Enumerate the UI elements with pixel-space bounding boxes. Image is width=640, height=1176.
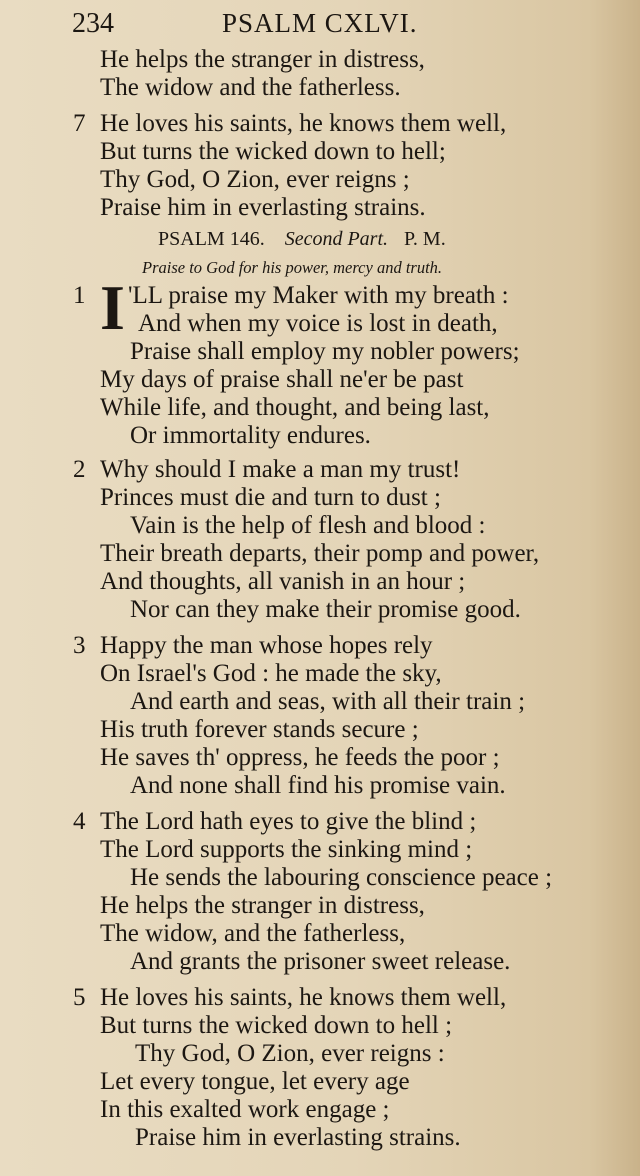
stanza-number: 5 xyxy=(73,984,86,1011)
carryover-line: The widow and the fatherless. xyxy=(100,74,401,101)
stanza-line: Their breath departs, their pomp and power, xyxy=(100,540,540,567)
stanza-line: The Lord supports the sinking mind ; xyxy=(100,836,473,863)
stanza-line: Vain is the help of flesh and blood : xyxy=(130,512,486,539)
stanza-number: 2 xyxy=(73,456,86,483)
stanza-line: His truth forever stands secure ; xyxy=(100,716,419,743)
page-number: 234 xyxy=(72,8,114,39)
stanza-line: While life, and thought, and being last, xyxy=(100,394,490,421)
part-subtitle: Praise to God for his power, mercy and truth. xyxy=(142,258,443,277)
stanza-line: Praise him in everlasting strains. xyxy=(135,1124,461,1151)
carryover-line: He helps the stranger in distress, xyxy=(100,46,425,73)
stanza-line: And earth and seas, with all their train ; xyxy=(130,688,526,715)
part-meter: P. M. xyxy=(404,228,446,250)
stanza-first-line: 'LL praise my Maker with my breath : xyxy=(128,282,509,309)
stanza-line: Thy God, O Zion, ever reigns : xyxy=(135,1040,445,1067)
stanza-line: On Israel's God : he made the sky, xyxy=(100,660,442,687)
stanza-line: He helps the stranger in distress, xyxy=(100,892,425,919)
drop-cap: I xyxy=(100,272,125,343)
stanza-line: The Lord hath eyes to give the blind ; xyxy=(100,808,477,835)
stanza-line: Why should I make a man my trust! xyxy=(100,456,461,483)
stanza-line: And thoughts, all vanish in an hour ; xyxy=(100,568,466,595)
verse-line: He loves his saints, he knows them well, xyxy=(100,110,507,137)
part-name: Second Part. xyxy=(284,228,389,250)
stanza-line: He loves his saints, he knows them well, xyxy=(100,984,507,1011)
stanza-line: Praise shall employ my nobler powers; xyxy=(130,338,520,365)
stanza-line: My days of praise shall ne'er be past xyxy=(100,366,464,393)
part-heading xyxy=(158,228,446,251)
stanza-line: He sends the labouring conscience peace ; xyxy=(130,864,553,891)
stanza-line: The widow, and the fatherless, xyxy=(100,920,406,947)
verse-line: But turns the wicked down to hell; xyxy=(100,138,446,165)
stanza-line: Or immortality endures. xyxy=(130,422,371,449)
part-psalm: PSALM 146. xyxy=(158,228,265,250)
stanza-number: 1 xyxy=(73,282,86,309)
stanza-line: Happy the man whose hopes rely xyxy=(100,632,433,659)
page-title: PSALM CXLVI. xyxy=(222,8,418,38)
stanza-line: Nor can they make their promise good. xyxy=(130,596,521,623)
stanza-line: Princes must die and turn to dust ; xyxy=(100,484,441,511)
verse-line: Praise him in everlasting strains. xyxy=(100,194,426,221)
stanza-line: And none shall find his promise vain. xyxy=(130,772,506,799)
running-header xyxy=(0,8,640,40)
stanza-line: Let every tongue, let every age xyxy=(100,1068,410,1095)
verse-number: 7 xyxy=(73,110,86,137)
stanza-line: In this exalted work engage ; xyxy=(100,1096,390,1123)
verse-line: Thy God, O Zion, ever reigns ; xyxy=(100,166,410,193)
stanza-line: But turns the wicked down to hell ; xyxy=(100,1012,453,1039)
stanza-number: 4 xyxy=(73,808,86,835)
stanza-line: And when my voice is lost in death, xyxy=(138,310,498,337)
stanza-number: 3 xyxy=(73,632,86,659)
stanza-line: And grants the prisoner sweet release. xyxy=(130,948,511,975)
stanza-line: He saves th' oppress, he feeds the poor ; xyxy=(100,744,500,771)
